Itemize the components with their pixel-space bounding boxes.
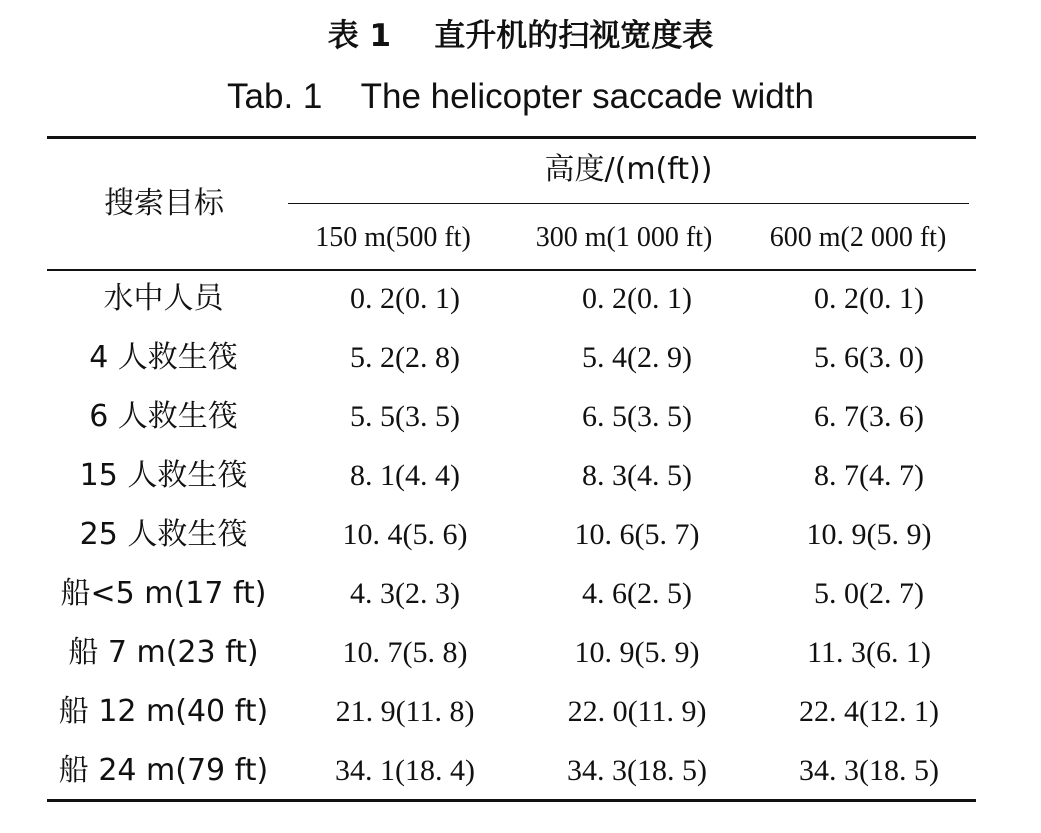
row-target: 15 人救生筏 [79,458,248,493]
value-150m: 34. 1(18. 4) [335,754,475,787]
value-150m: 4. 3(2. 3) [350,577,460,610]
value-150m: 0. 2(0. 1) [350,282,460,315]
table-caption-english: Tab. 1 The helicopter saccade width [227,77,814,116]
row-target: 25 人救生筏 [79,517,248,552]
table-caption-chinese: 表 1 直升机的扫视宽度表 [327,18,714,54]
value-600m: 11. 3(6. 1) [807,636,931,669]
table-row [47,329,976,388]
value-300m: 34. 3(18. 5) [567,754,707,787]
row-target: 船 24 m(79 ft) [58,753,269,788]
table-row [47,624,976,683]
column-header-600m: 600 m(2 000 ft) [769,222,947,253]
value-300m: 10. 6(5. 7) [574,518,700,551]
search-target-header: 搜索目标 [104,186,224,221]
value-600m: 6. 7(3. 6) [814,400,924,433]
table-row [47,683,976,742]
value-300m: 8. 3(4. 5) [582,459,692,492]
value-600m: 0. 2(0. 1) [814,282,924,315]
value-150m: 21. 9(11. 8) [335,695,475,728]
row-target: 6 人救生筏 [89,399,238,434]
row-target: 船<5 m(17 ft) [60,576,267,611]
table-bottom-rule [47,799,976,802]
row-target: 船 7 m(23 ft) [68,635,259,670]
row-target: 水中人员 [103,281,224,316]
value-600m: 8. 7(4. 7) [814,459,924,492]
value-150m: 5. 5(3. 5) [350,400,460,433]
height-group-header: 高度/(m(ft)) [544,152,713,187]
value-600m: 34. 3(18. 5) [799,754,939,787]
table-row [47,388,976,447]
value-300m: 22. 0(11. 9) [567,695,707,728]
table-row [47,270,976,329]
column-header-300m: 300 m(1 000 ft) [535,222,713,253]
row-target: 船 12 m(40 ft) [58,694,269,729]
value-300m: 5. 4(2. 9) [582,341,692,374]
table-row [47,506,976,565]
table-row [47,742,976,801]
value-600m: 10. 9(5. 9) [806,518,932,551]
column-header-150m: 150 m(500 ft) [315,222,471,253]
value-600m: 22. 4(12. 1) [799,695,939,728]
table-top-rule [47,136,976,139]
value-300m: 10. 9(5. 9) [574,636,700,669]
value-600m: 5. 6(3. 0) [814,341,924,374]
header-sub-rule [288,203,969,204]
value-300m: 6. 5(3. 5) [582,400,692,433]
value-600m: 5. 0(2. 7) [814,577,924,610]
row-target: 4 人救生筏 [89,340,238,375]
value-150m: 8. 1(4. 4) [350,459,460,492]
value-300m: 0. 2(0. 1) [582,282,692,315]
value-300m: 4. 6(2. 5) [582,577,692,610]
value-150m: 5. 2(2. 8) [350,341,460,374]
value-150m: 10. 4(5. 6) [342,518,468,551]
value-150m: 10. 7(5. 8) [342,636,468,669]
table-row [47,447,976,506]
table-row [47,565,976,624]
